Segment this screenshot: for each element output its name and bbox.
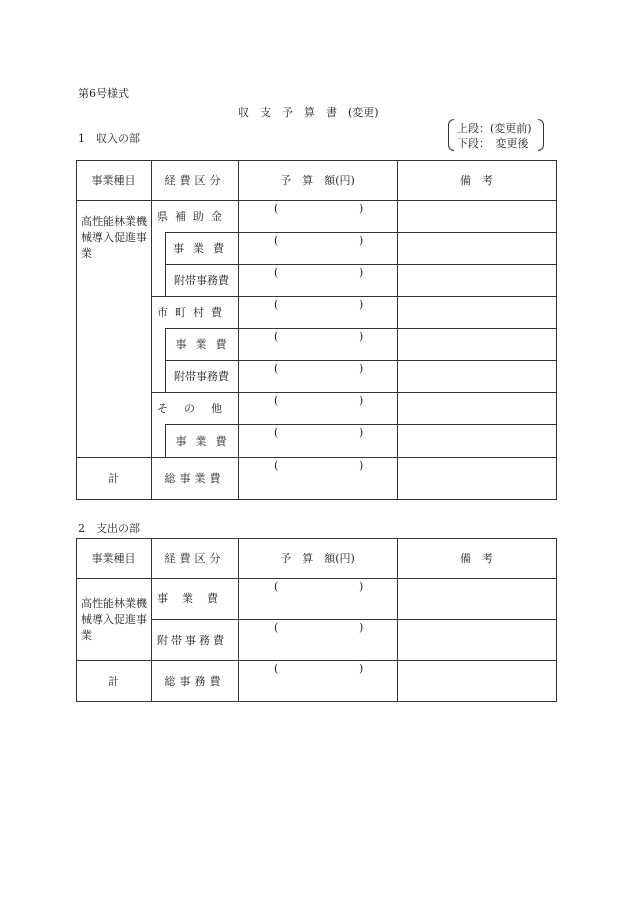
sub-label-incidental-admin: 附帯事務費 [174,370,229,383]
amount-paren-close: ) [359,580,364,593]
amount-paren-open: ( [274,330,279,343]
amount-paren-open: ( [274,298,279,311]
header-expense-category: 経費区分 [164,552,225,565]
amount-paren-open: ( [274,362,279,375]
document-title: 収 支 予 算 書 (変更) [238,106,379,119]
sub-label-project-cost: 事業費 [175,434,236,448]
amount-paren-close: ) [359,459,364,472]
amount-paren-close: ) [359,266,364,279]
income-project-name: 高性能林業機械導入促進事業 [81,215,147,260]
amount-paren-open: ( [274,234,279,247]
sub-label-incidental-admin: 附帯事務費 [174,274,229,287]
expenditure-table [76,538,557,703]
header-budget-amount: 予 算 額(円) [280,552,355,565]
expenditure-project-name: 高性能林業機械導入促進事業 [81,597,147,642]
header-remarks: 備 考 [460,174,493,187]
income-table [76,160,557,500]
amount-paren-open: ( [274,621,279,634]
amount-paren-close: ) [359,202,364,215]
amount-paren-open: ( [274,580,279,593]
income-total-label: 計 [108,472,119,485]
amount-paren-open: ( [274,662,279,675]
header-expense-category: 経費区分 [164,174,225,187]
amount-paren-close: ) [359,662,364,675]
amount-paren-open: ( [274,459,279,472]
amount-paren-close: ) [359,426,364,439]
group-label-prefectural-subsidy: 県補助金 [157,210,229,223]
legend-upper: 上段：(変更前) [457,122,532,135]
legend-lower: 下段： 変更後 [457,137,529,150]
group-label-other: その他 [157,402,238,415]
amount-paren-close: ) [359,298,364,311]
amount-paren-close: ) [359,394,364,407]
header-project-type: 事業種目 [91,174,136,187]
amount-paren-close: ) [359,234,364,247]
expenditure-total-category: 総事務費 [164,674,225,688]
amount-paren-open: ( [274,426,279,439]
amount-paren-open: ( [274,202,279,215]
header-project-type: 事業種目 [91,552,136,565]
sub-label-project-cost: 事業費 [173,242,233,255]
amount-paren-close: ) [359,362,364,375]
right-bracket [538,119,544,151]
legend-box [448,119,544,151]
expenditure-total-label: 計 [108,674,119,688]
row-label-incidental-admin: 附帯事務費 [157,634,227,647]
amount-paren-close: ) [359,330,364,343]
row-label-project-cost: 事業費 [157,592,232,605]
group-label-municipal-cost: 市町村費 [157,306,229,319]
income-total-category: 総事業費 [164,472,225,485]
amount-paren-open: ( [274,266,279,279]
income-section-heading: 1 収入の部 [78,132,140,145]
header-remarks: 備 考 [460,552,493,565]
left-bracket [448,119,454,151]
sub-label-project-cost: 事業費 [175,338,236,351]
form-number: 第6号様式 [78,87,129,100]
amount-paren-open: ( [274,394,279,407]
header-budget-amount: 予 算 額(円) [280,174,355,187]
expenditure-section-heading: 2 支出の部 [78,522,140,535]
amount-paren-close: ) [359,621,364,634]
